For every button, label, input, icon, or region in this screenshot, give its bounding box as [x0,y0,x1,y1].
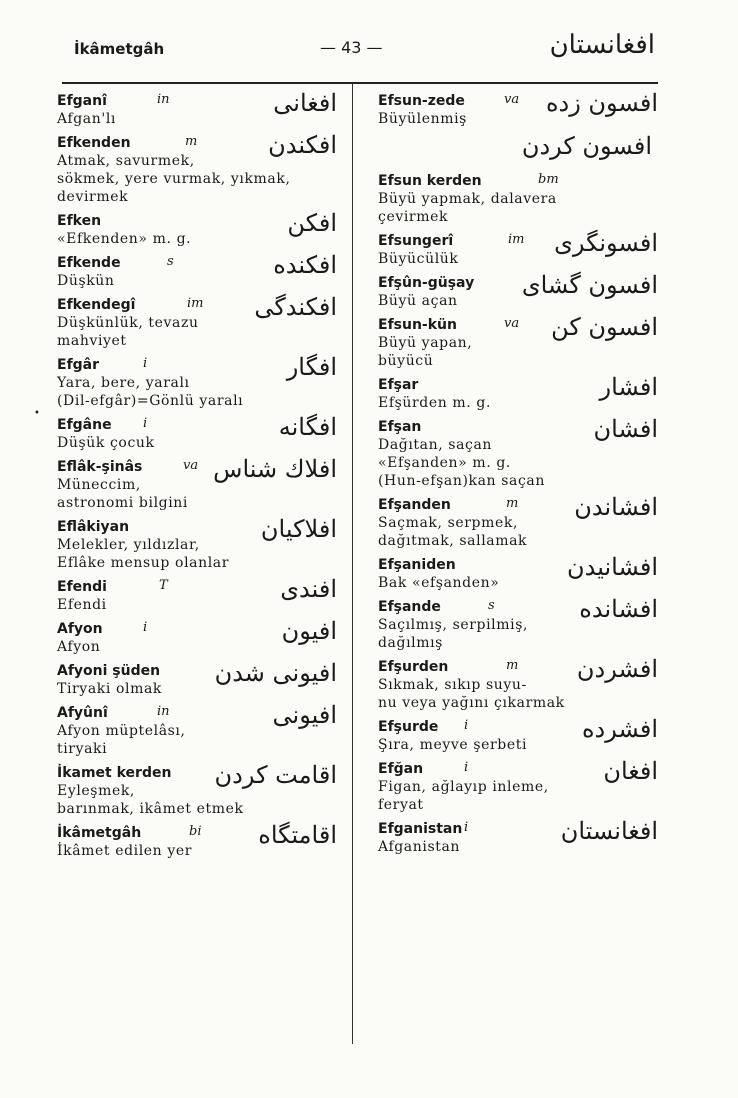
entry-definition-line: Bak «efşanden» [378,575,500,591]
entry-grammar-tag: i [143,416,148,431]
entry-definition-line: devirmek [57,189,129,205]
entry-grammar-tag: im [187,296,204,311]
entry-arabic-script: افلاك شناس [213,455,337,483]
entry-headword: Efgâr [57,357,100,373]
entry-definition-line: büyücü [378,353,434,369]
entry-headword: Efgâne [57,417,112,433]
entry-grammar-tag: i [464,760,469,775]
dictionary-entry [378,89,658,164]
dictionary-entry [378,655,658,712]
entry-definition-line: Saçmak, serpmek, [378,515,519,531]
dictionary-entry [378,757,658,814]
entry-definition-line: Büyücülük [378,251,459,267]
entry-definition-line: Afgan'lı [57,111,116,127]
entry-grammar-tag: i [143,356,148,371]
entry-definition-line: çevirmek [378,209,449,225]
dictionary-entry [57,89,337,128]
entry-arabic-script: اقامتگاه [258,821,337,849]
entry-grammar-tag: va [504,92,520,107]
entry-arabic-script: افلاکیان [260,515,337,543]
entry-definition-line: Büyü yapmak, dalavera [378,191,557,207]
entry-arabic-script: افسون کن [551,313,658,341]
entry-grammar-tag: i [143,620,148,635]
entry-arabic-script: افکنده [273,251,337,279]
entry-definition-line: Büyü yapan, [378,335,473,351]
dictionary-entry [57,131,337,206]
entry-arabic-script: افشاندن [574,493,658,521]
page-number: — 43 — [320,38,383,57]
entry-grammar-tag: i [464,820,469,835]
entry-arabic-script: افشرده [581,715,658,743]
entry-grammar-tag: va [504,316,520,331]
dictionary-entry [378,313,658,370]
dictionary-entry [57,761,337,818]
entry-arabic-script: افکندن [268,131,337,159]
dictionary-entry [378,553,658,592]
dictionary-entry [57,251,337,290]
header-rule [62,82,658,84]
dictionary-entry [378,817,658,856]
entry-headword: Eflâkiyan [57,519,130,535]
entry-headword: Efşurde [378,719,439,735]
entry-definition-line: sökmek, yere vurmak, yıkmak, [57,171,291,187]
dictionary-entry [57,413,337,452]
entry-headword: Efkenden [57,135,131,151]
entry-definition-line: Efendi [57,597,107,613]
entry-definition-line: dağılmış [378,635,443,651]
entry-arabic-script: افگار [286,353,337,381]
entry-definition-line: Eflâke mensup olanlar [57,555,230,571]
entry-definition-line: «Efkenden» m. g. [57,231,192,247]
entry-arabic-script: افشانده [579,595,658,623]
entry-definition-line: mahviyet [57,333,127,349]
dictionary-entry [57,455,337,512]
entry-arabic-script: اقامت کردن [214,761,337,789]
dictionary-entry [57,293,337,350]
entry-headword: Efşaniden [378,557,456,573]
entry-arabic-script: افغانستان [560,817,658,845]
entry-definition-line: Atmak, savurmek, [57,153,195,169]
entry-definition-line: Dağıtan, saçan [378,437,493,453]
entry-headword: Efganistan [378,821,463,837]
entry-definition-line: Efşürden m. g. [378,395,491,411]
right-column [378,89,658,862]
entry-headword: Efşanden [378,497,451,513]
entry-arabic-script: افیون [281,617,337,645]
entry-definition-line: (Dil-efgâr)=Gönlü yaralı [57,393,244,409]
entry-headword: Efken [57,213,102,229]
entry-headword: Eflâk-şinâs [57,459,143,475]
entry-grammar-tag: i [464,718,469,733]
dictionary-entry [378,595,658,652]
entry-definition-line: Düşkün [57,273,115,289]
entry-definition-line: Melekler, yıldızlar, [57,537,200,553]
running-header-left: İkâmetgâh [74,40,165,58]
entry-definition-line: dağıtmak, sallamak [378,533,528,549]
entry-headword: Efsun-zede [378,93,465,109]
dictionary-entry [57,353,337,410]
entry-arabic-variant: افسون کردن [521,132,652,160]
entry-definition-line: (Hun-efşan)kan saçan [378,473,545,489]
dictionary-entry [57,209,337,248]
dictionary-entry [57,821,337,860]
entry-definition-line: Eyleşmek, [57,783,135,799]
entry-definition-line: İkâmet edilen yer [57,843,193,859]
entry-definition-line: Tiryaki olmak [57,681,162,697]
entry-headword: Efkende [57,255,121,271]
dictionary-entry [378,715,658,754]
entry-definition-line: Afyon [57,639,101,655]
entry-headword: Efganî [57,93,107,109]
entry-definition-line: feryat [378,797,424,813]
entry-definition-line: Şıra, meyve şerbeti [378,737,528,753]
entry-grammar-tag: m [506,658,519,673]
entry-arabic-script: افشانیدن [566,553,658,581]
entry-definition-line: Sıkmak, sıkıp suyu- [378,677,527,693]
dictionary-entry [378,373,658,412]
entry-arabic-script: افشردن [576,655,658,683]
dictionary-entry [57,701,337,758]
entry-grammar-tag: im [508,232,525,247]
entry-grammar-tag: s [167,254,174,269]
entry-grammar-tag: va [183,458,199,473]
entry-definition-line: Düşkünlük, tevazu [57,315,199,331]
entry-definition-line: Düşük çocuk [57,435,155,451]
entry-headword: Efğan [378,761,424,777]
entry-grammar-tag: in [157,704,170,719]
entry-arabic-script: افیونی [272,701,337,729]
entry-grammar-tag: bi [189,824,202,839]
entry-arabic-script: افشار [599,373,658,401]
dictionary-entry [378,271,658,310]
entry-headword: Efşûn-güşay [378,275,475,291]
entry-definition-line: tiryaki [57,741,108,757]
entry-grammar-tag: in [157,92,170,107]
entry-definition-line: Afganistan [378,839,461,855]
entry-arabic-script: افغان [603,757,658,785]
entry-arabic-script: افکن [287,209,337,237]
entry-arabic-script: افسون گشای [521,271,658,299]
entry-definition-line: Saçılmış, serpilmiş, [378,617,529,633]
entry-headword: Efsungerî [378,233,454,249]
dictionary-entry [378,493,658,550]
entry-headword: Efşande [378,599,441,615]
entry-headword: İkâmetgâh [57,825,142,841]
entry-definition-line: Büyü açan [378,293,458,309]
entry-arabic-script: افکندگی [254,293,337,321]
entry-headword: Efsun kerden [378,173,482,189]
entry-headword: Afyoni şüden [57,663,161,679]
entry-grammar-tag: m [506,496,519,511]
dictionary-entry [57,659,337,698]
entry-definition-line: «Efşanden» m. g. [378,455,511,471]
entry-headword: Efkendegî [57,297,136,313]
entry-grammar-tag: s [488,598,495,613]
entry-arabic-script: افشان [593,415,658,443]
entry-definition-line: barınmak, ikâmet etmek [57,801,244,817]
entry-arabic-script: افندی [280,575,337,603]
entry-headword: İkamet kerden [57,765,172,781]
entry-definition-line: Yara, bere, yaralı [57,375,190,391]
dictionary-entry [378,229,658,268]
dictionary-entry [57,515,337,572]
dictionary-entry [378,415,658,490]
entry-definition-line: Figan, ağlayıp inleme, [378,779,549,795]
entry-arabic-script: افگانه [278,413,337,441]
entry-headword: Efşan [378,419,422,435]
dictionary-entry [57,617,337,656]
entry-grammar-tag: bm [538,172,559,187]
column-divider [352,84,353,1044]
entry-arabic-script: افغانی [273,89,337,117]
entry-definition-line: astronomi bilgini [57,495,188,511]
entry-headword: Efşurden [378,659,449,675]
entry-grammar-tag: m [185,134,198,149]
dictionary-entry [57,575,337,614]
entry-arabic-script: افسونگری [554,229,658,257]
entry-headword: Efsun-kün [378,317,457,333]
entry-headword: Afyon [57,621,103,637]
entry-arabic-script: افیونی شدن [214,659,337,687]
entry-arabic-script: افسون زده [545,89,658,117]
stray-mark: • [34,408,40,419]
entry-definition-line: nu veya yağını çıkarmak [378,695,565,711]
entry-definition-line: Müneccim, [57,477,141,493]
entry-headword: Efşar [378,377,419,393]
running-header-right-arabic: افغانستان [549,30,655,60]
entry-definition-line: Büyülenmiş [378,111,467,127]
dictionary-entry [378,172,658,226]
left-column [57,89,337,866]
entry-definition-line: Afyon müptelâsı, [57,723,186,739]
entry-headword: Afyûnî [57,705,108,721]
entry-grammar-tag: T [159,578,168,593]
entry-headword: Efendi [57,579,107,595]
